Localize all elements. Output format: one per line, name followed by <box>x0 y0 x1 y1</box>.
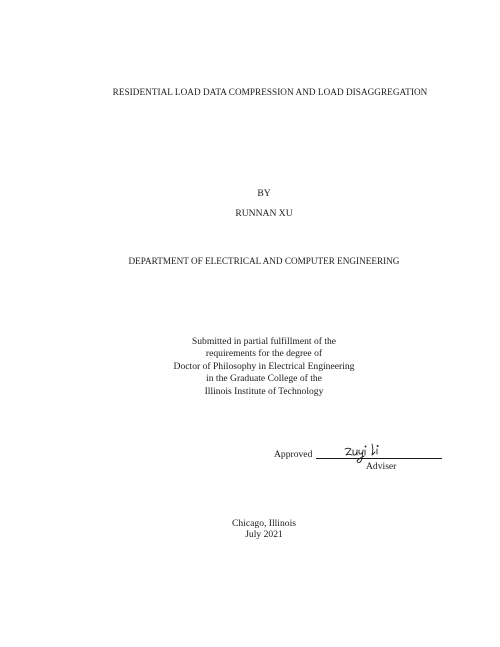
by-label: BY <box>257 188 271 199</box>
statement-line: requirements for the degree of <box>205 348 323 360</box>
adviser-label: Adviser <box>366 461 397 472</box>
approval-block <box>274 446 454 476</box>
place-date-block <box>14 518 500 540</box>
statement-line: Doctor of Philosophy in Electrical Engineering <box>173 360 355 372</box>
statement-line: Illinois Institute of Technology <box>204 385 324 397</box>
statement-line: Submitted in partial fulfillment of the <box>191 336 337 347</box>
thesis-title: RESIDENTIAL LOAD DATA COMPRESSION AND LOAD DISAGGREGATION <box>112 87 428 97</box>
place: Chicago, Illinois <box>232 518 296 529</box>
degree-statement <box>14 336 500 398</box>
approved-label: Approved <box>274 449 313 460</box>
department-name: DEPARTMENT OF ELECTRICAL AND COMPUTER ENGINEERING <box>128 256 400 266</box>
author-name: RUNNAN XU <box>235 208 293 219</box>
statement-line: in the Graduate College of the <box>206 373 322 385</box>
date: July 2021 <box>245 529 283 540</box>
